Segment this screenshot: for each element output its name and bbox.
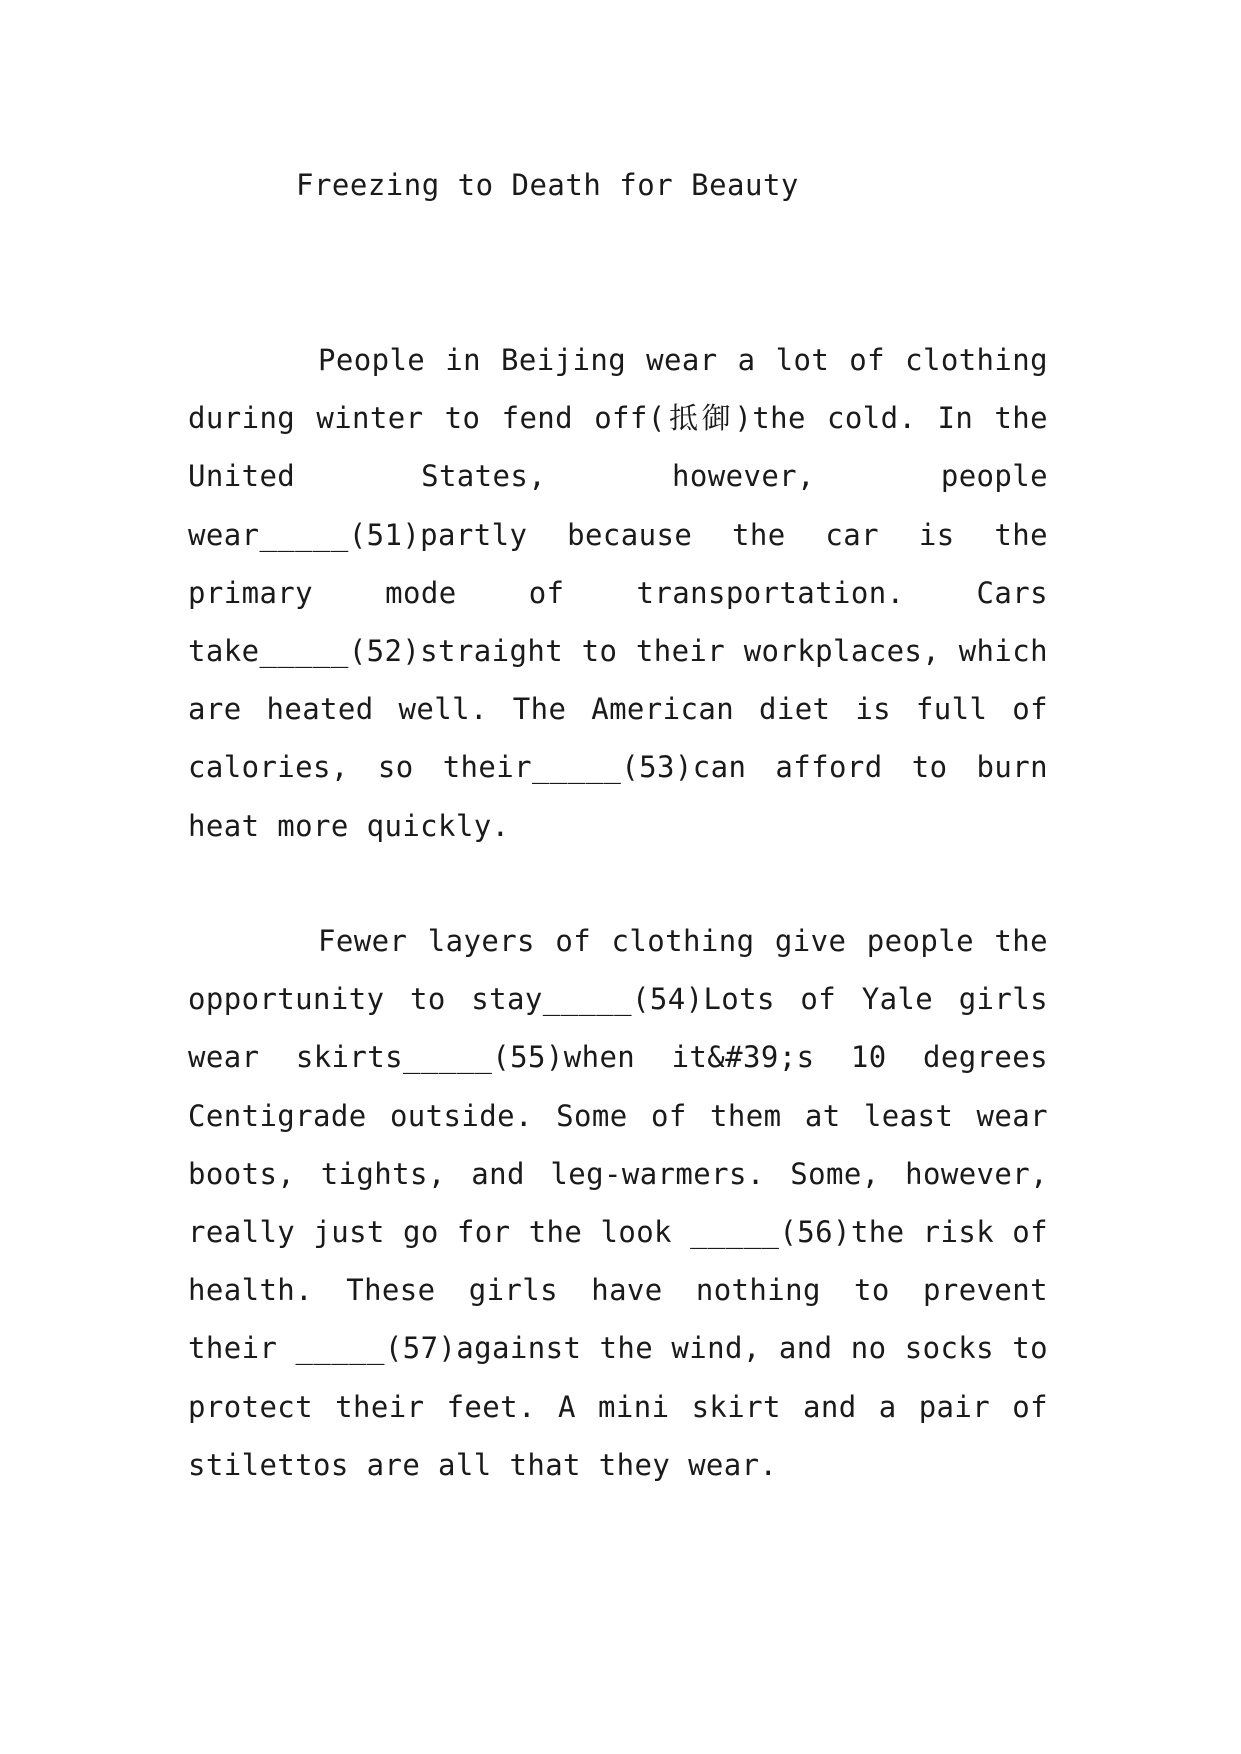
paragraph-1: People in Beijing wear a lot of clothing during winter to fend off(抵御)the cold. In the United States, however, people wear_____(51)partly because the car is the primary mode of transportation. Cars take_____(52)straight to their workplaces, which are heated well. The American diet is full of calories, so their_____(53)can afford to burn heat more quickly. [188,343,1048,843]
document-title: Freezing to Death for Beauty [296,168,799,202]
paragraph-2: Fewer layers of clothing give people the opportunity to stay_____(54)Lots of Yale girls wear skirts_____(55)when it&#39;s 10 degrees Centigrade outside. Some of them at least wear boots, tights, and leg-warmers. Some, however, really just go for the look _____(56)the risk of health. These girls have nothing to prevent their _____(57)against the wind, and no socks to protect their feet. A mini skirt and a pair of stilettos are all that they wear. [188,924,1048,1482]
